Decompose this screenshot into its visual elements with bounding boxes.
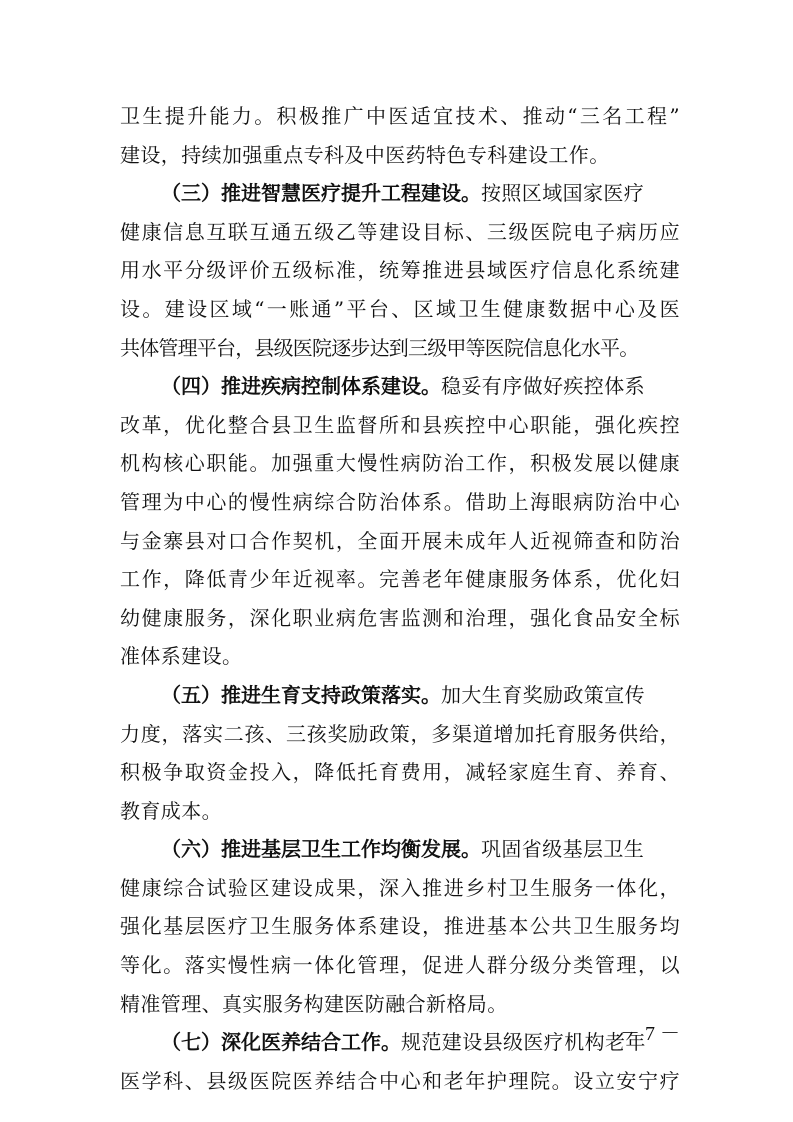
text-line: 强化基层医疗卫生服务体系建设，推进基本公共卫生服务均 (120, 914, 680, 939)
section-heading: （三）推进智慧医疗提升工程建设。 (161, 181, 481, 206)
text-line: 力度，落实二孩、三孩奖励政策，多渠道增加托育服务供给， (120, 721, 680, 746)
section-text: 加大生育奖励政策宣传 (441, 682, 645, 707)
section-heading: （六）推进基层卫生工作均衡发展。 (161, 837, 481, 862)
text-line: 积极争取资金投入，降低托育费用，减轻家庭生育、养育、 (120, 760, 680, 785)
section-text: 按照区域国家医疗 (481, 181, 645, 206)
section-heading-line (120, 367, 680, 406)
text-line: 精准管理、真实服务构建医防融合新格局。 (120, 991, 508, 1016)
section-heading-line (120, 1023, 680, 1062)
text-line: 准体系建设。 (120, 644, 243, 669)
text-line: 设。建设区域“一账通”平台、区域卫生健康数据中心及医 (120, 296, 680, 321)
section-heading: （七）深化医养结合工作。 (161, 1030, 401, 1055)
text-line: 与金寨县对口合作契机，全面开展未成年人近视筛查和防治 (120, 528, 680, 553)
text-line: 教育成本。 (120, 798, 222, 823)
text-line: 用水平分级评价五级标准，统筹推进县域医疗信息化系统建 (120, 258, 680, 283)
text-line: 医学科、县级医院医养结合中心和老年护理院。设立安宁疗 (120, 1068, 680, 1093)
text-line: 工作，降低青少年近视率。完善老年健康服务体系，优化妇 (120, 567, 680, 592)
text-line: 改革，优化整合县卫生监督所和县疾控中心职能，强化疾控 (120, 412, 680, 437)
text-line: 建设，持续加强重点专科及中医药特色专科建设工作。 (120, 142, 610, 167)
text-line: 幼健康服务，深化职业病危害监测和治理，强化食品安全标 (120, 605, 680, 630)
text-line: 等化。落实慢性病一体化管理，促进人群分级分类管理，以 (120, 953, 680, 978)
text-line: 管理为中心的慢性病综合防治体系。借助上海眼病防治中心 (120, 489, 680, 514)
text-line: 健康综合试验区建设成果，深入推进乡村卫生服务一体化， (120, 875, 680, 900)
text-line: 共体管理平台，县级医院逐步达到三级甲等医院信息化水平。 (120, 335, 639, 360)
section-heading: （四）推进疾病控制体系建设。 (161, 374, 441, 399)
section-heading-line (120, 174, 680, 213)
section-heading: （五）推进生育支持政策落实。 (161, 682, 441, 707)
page-number: － 7 － (620, 1023, 680, 1045)
section-text: 巩固省级基层卫生 (481, 837, 645, 862)
section-heading-line (120, 830, 680, 869)
section-text: 规范建设县级医疗机构老年 (401, 1030, 646, 1055)
text-line: 健康信息互联互通五级乙等建设目标、三级医院电子病历应 (120, 219, 680, 244)
text-line: 卫生提升能力。积极推广中医适宜技术、推动“三名工程” (120, 104, 680, 128)
section-heading-line (120, 676, 680, 715)
section-text: 稳妥有序做好疾控体系 (441, 374, 645, 399)
text-line: 机构核心职能。加强重大慢性病防治工作，积极发展以健康 (120, 451, 680, 476)
body-text (120, 97, 680, 1100)
